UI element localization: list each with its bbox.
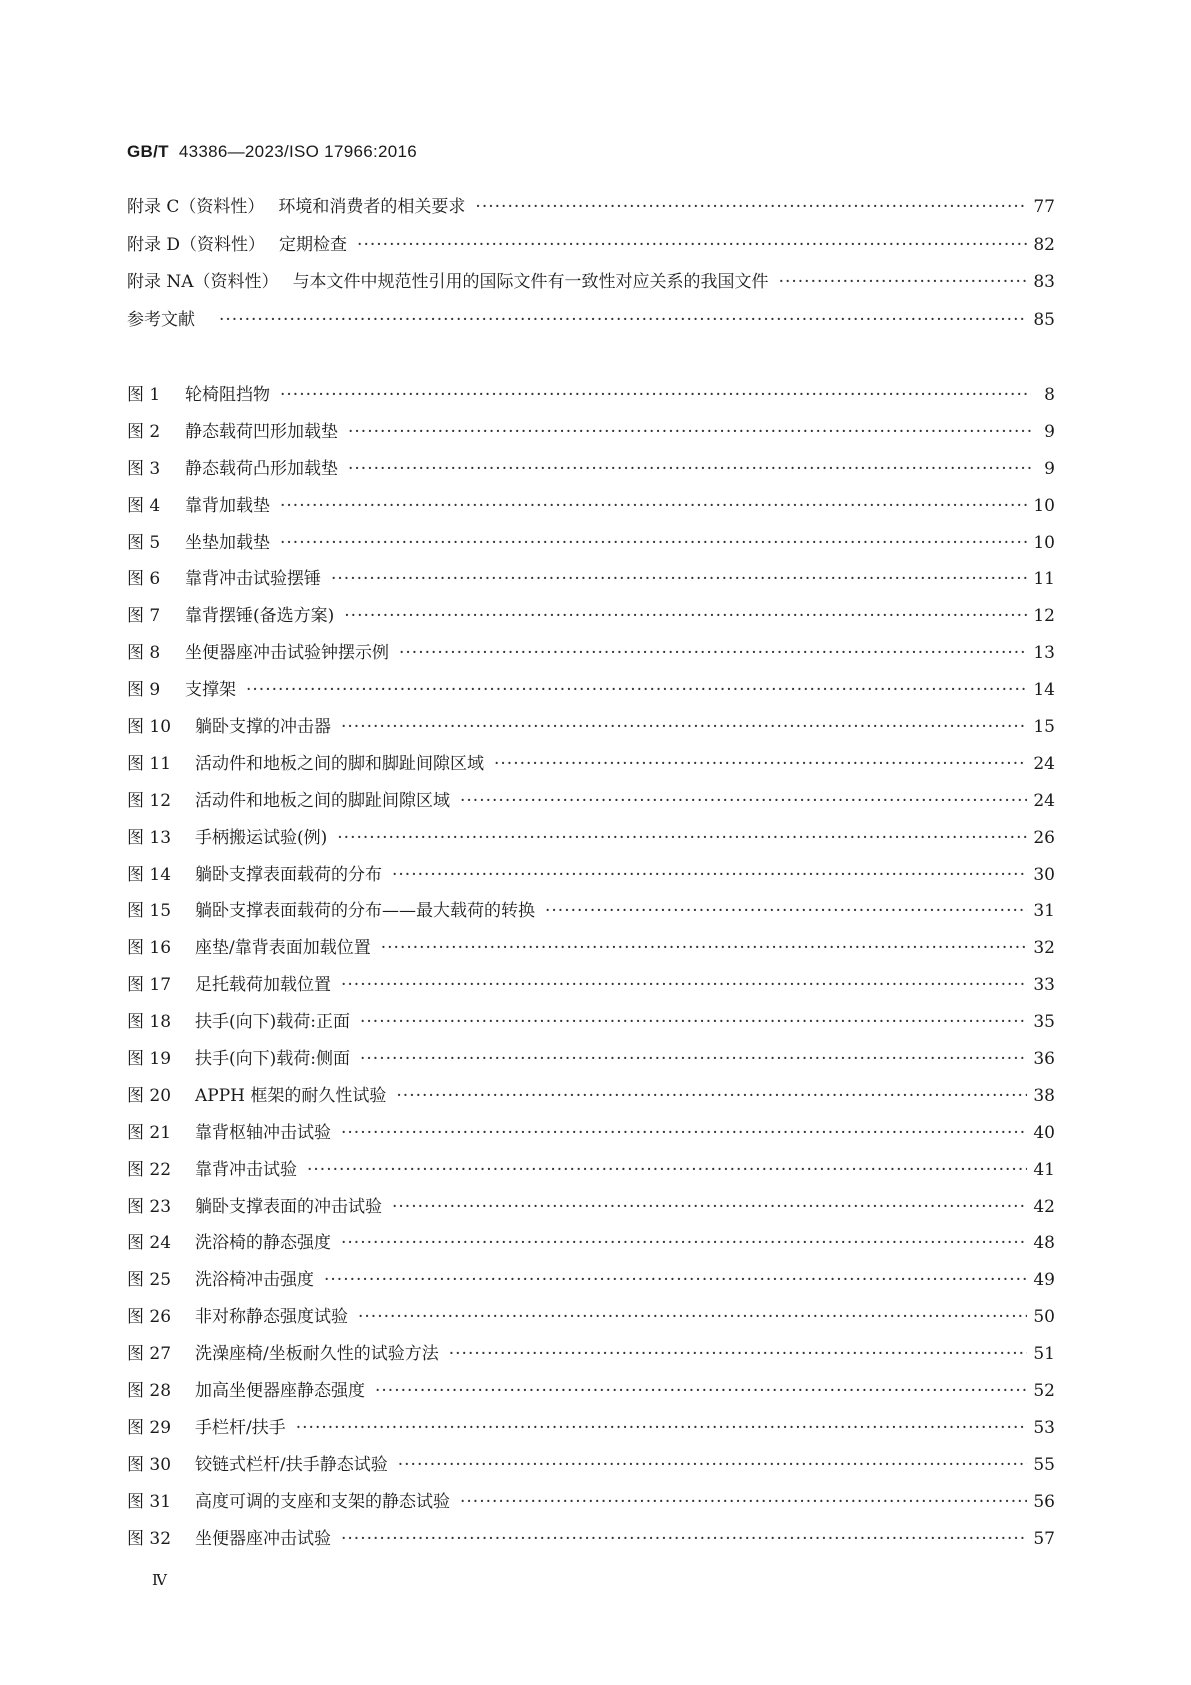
figure-title: 铰链式栏杆/扶手静态试验 xyxy=(195,1454,388,1475)
figure-page: 57 xyxy=(1033,1528,1055,1549)
leader-dots xyxy=(358,1307,1027,1327)
leader-dots xyxy=(341,1123,1027,1143)
figure-page: 35 xyxy=(1033,1012,1055,1033)
figure-entry[interactable] xyxy=(127,564,1055,601)
figure-title: 洗浴椅的静态强度 xyxy=(195,1233,331,1254)
figure-label: 图 10 xyxy=(127,717,172,738)
leader-dots xyxy=(360,1012,1027,1032)
leader-dots xyxy=(280,533,1027,553)
entry-page: 77 xyxy=(1033,197,1055,217)
figure-title: 坐垫加载垫 xyxy=(185,532,270,553)
figure-entry[interactable] xyxy=(127,1228,1055,1265)
figure-page: 12 xyxy=(1033,606,1055,627)
leader-dots xyxy=(348,459,1031,479)
figure-entry[interactable] xyxy=(127,528,1055,565)
figure-entry[interactable] xyxy=(127,601,1055,638)
figure-page: 53 xyxy=(1033,1417,1055,1438)
figure-page: 31 xyxy=(1033,901,1055,922)
figure-title: APPH 框架的耐久性试验 xyxy=(195,1085,387,1106)
figure-title: 躺卧支撑表面的冲击试验 xyxy=(195,1196,382,1217)
figure-entry[interactable] xyxy=(127,1524,1055,1561)
figure-label: 图 22 xyxy=(127,1159,172,1180)
figure-title: 靠背冲击试验摆锤 xyxy=(185,569,321,590)
figure-title: 靠背枢轴冲击试验 xyxy=(195,1122,331,1143)
figure-label: 图 29 xyxy=(127,1417,172,1438)
entry-label: 附录 C（资料性） xyxy=(127,197,265,217)
figure-entry[interactable] xyxy=(127,1044,1055,1081)
figure-page: 13 xyxy=(1033,643,1055,664)
leader-dots xyxy=(475,197,1027,217)
figure-page: 10 xyxy=(1033,532,1055,553)
standard-number: 43386—2023/ISO 17966:2016 xyxy=(178,142,417,161)
leader-dots xyxy=(296,1418,1028,1438)
entry-title: 环境和消费者的相关要求 xyxy=(278,197,466,217)
figure-label: 图 14 xyxy=(127,864,172,885)
figure-page: 26 xyxy=(1033,827,1055,848)
figure-label: 图 28 xyxy=(127,1381,172,1402)
figure-title: 非对称静态强度试验 xyxy=(195,1307,348,1328)
figure-label: 图 18 xyxy=(127,1012,172,1033)
figure-label: 图 7 xyxy=(127,606,161,627)
figure-entry[interactable] xyxy=(127,1376,1055,1413)
figure-entry[interactable] xyxy=(127,933,1055,970)
figure-page: 51 xyxy=(1033,1344,1055,1365)
leader-dots xyxy=(341,717,1027,737)
figure-page: 33 xyxy=(1033,975,1055,996)
figure-entry[interactable] xyxy=(127,1192,1055,1229)
figure-entry[interactable] xyxy=(127,749,1055,786)
figure-entry[interactable] xyxy=(127,1007,1055,1044)
figure-title: 静态载荷凸形加载垫 xyxy=(185,458,338,479)
figure-label: 图 26 xyxy=(127,1307,172,1328)
leader-dots xyxy=(779,272,1028,292)
figure-label: 图 23 xyxy=(127,1196,172,1217)
leader-dots xyxy=(494,754,1027,774)
figure-page: 24 xyxy=(1033,753,1055,774)
leader-dots xyxy=(341,1529,1027,1549)
figure-entry[interactable] xyxy=(127,675,1055,712)
leader-dots xyxy=(344,606,1027,626)
figure-label: 图 8 xyxy=(127,643,161,664)
figure-entry[interactable] xyxy=(127,1265,1055,1302)
figure-title: 躺卧支撑表面载荷的分布 xyxy=(195,864,382,885)
figure-label: 图 13 xyxy=(127,827,172,848)
figure-title: 轮椅阻挡物 xyxy=(185,385,270,405)
figure-entry[interactable] xyxy=(127,1487,1055,1524)
entry-page: 83 xyxy=(1033,272,1055,292)
figure-entry[interactable] xyxy=(127,1081,1055,1118)
figure-label: 图 1 xyxy=(127,385,161,405)
figure-title: 座垫/靠背表面加载位置 xyxy=(195,938,371,959)
figure-page: 32 xyxy=(1033,938,1055,959)
figure-entry[interactable] xyxy=(127,712,1055,749)
figure-title: 足托载荷加载位置 xyxy=(195,975,331,996)
figure-label: 图 30 xyxy=(127,1454,172,1475)
figure-page: 36 xyxy=(1033,1049,1055,1070)
figure-page: 11 xyxy=(1033,569,1055,590)
figure-entry[interactable] xyxy=(127,638,1055,675)
figure-title: 洗澡座椅/坐板耐久性的试验方法 xyxy=(195,1344,439,1365)
entry-label: 附录 NA（资料性） xyxy=(127,272,279,292)
figure-title: 坐便器座冲击试验钟摆示例 xyxy=(185,643,389,664)
leader-dots xyxy=(280,496,1027,516)
leader-dots xyxy=(331,569,1027,589)
figure-page: 50 xyxy=(1033,1307,1055,1328)
figure-entry[interactable] xyxy=(127,1339,1055,1376)
figure-label: 图 21 xyxy=(127,1122,172,1143)
document-header xyxy=(127,142,417,162)
leader-dots xyxy=(392,1197,1027,1217)
figure-label: 图 2 xyxy=(127,421,161,442)
figure-label: 图 25 xyxy=(127,1270,172,1291)
figure-title: 靠背冲击试验 xyxy=(195,1159,297,1180)
entry-page: 85 xyxy=(1033,309,1055,330)
toc-entry[interactable] xyxy=(127,267,1055,305)
figure-title: 扶手(向下)载荷:侧面 xyxy=(195,1049,350,1070)
figure-title: 支撑架 xyxy=(185,680,236,701)
figure-title: 手栏杆/扶手 xyxy=(195,1417,286,1438)
leader-dots xyxy=(449,1344,1028,1364)
figure-entry[interactable] xyxy=(127,896,1055,933)
figure-page: 9 xyxy=(1044,458,1055,479)
figure-label: 图 15 xyxy=(127,901,172,922)
toc-figure-list xyxy=(127,380,1055,1561)
leader-dots xyxy=(399,643,1027,663)
figure-label: 图 5 xyxy=(127,532,161,553)
figure-page: 30 xyxy=(1033,864,1055,885)
figure-label: 图 6 xyxy=(127,569,161,590)
figure-title: 高度可调的支座和支架的静态试验 xyxy=(195,1491,450,1512)
figure-label: 图 31 xyxy=(127,1491,172,1512)
leader-dots xyxy=(307,1160,1027,1180)
figure-entry[interactable] xyxy=(127,1155,1055,1192)
figure-page: 40 xyxy=(1033,1122,1055,1143)
figure-entry[interactable] xyxy=(127,1118,1055,1155)
figure-title: 靠背摆锤(备选方案) xyxy=(185,606,335,627)
leader-dots xyxy=(360,1049,1027,1069)
figure-label: 图 32 xyxy=(127,1528,172,1549)
leader-dots xyxy=(460,1492,1027,1512)
figure-page: 56 xyxy=(1033,1491,1055,1512)
entry-title: 与本文件中规范性引用的国际文件有一致性对应关系的我国文件 xyxy=(292,272,769,292)
toc-annex-list xyxy=(127,192,1055,342)
figure-page: 49 xyxy=(1033,1270,1055,1291)
figure-entry[interactable] xyxy=(127,1302,1055,1339)
figure-title: 扶手(向下)载荷:正面 xyxy=(195,1012,350,1033)
leader-dots xyxy=(341,1233,1027,1253)
leader-dots xyxy=(381,938,1028,958)
figure-label: 图 19 xyxy=(127,1049,172,1070)
figure-title: 活动件和地板之间的脚趾间隙区域 xyxy=(195,790,450,811)
figure-page: 10 xyxy=(1033,495,1055,516)
figure-entry[interactable] xyxy=(127,823,1055,860)
figure-label: 图 12 xyxy=(127,790,172,811)
figure-label: 图 16 xyxy=(127,938,172,959)
figure-page: 14 xyxy=(1033,680,1055,701)
figure-label: 图 24 xyxy=(127,1233,172,1254)
figure-page: 38 xyxy=(1033,1085,1055,1106)
leader-dots xyxy=(396,1086,1027,1106)
figure-title: 靠背加载垫 xyxy=(185,495,270,516)
figure-entry[interactable] xyxy=(127,491,1055,528)
figure-label: 图 27 xyxy=(127,1344,172,1365)
leader-dots xyxy=(280,385,1031,405)
figure-title: 躺卧支撑表面载荷的分布——最大载荷的转换 xyxy=(195,901,535,922)
figure-page: 41 xyxy=(1033,1159,1055,1180)
leader-dots xyxy=(375,1381,1027,1401)
figure-page: 52 xyxy=(1033,1381,1055,1402)
leader-dots xyxy=(246,680,1027,700)
entry-title: 定期检查 xyxy=(279,234,348,255)
figure-label: 图 3 xyxy=(127,458,161,479)
figure-label: 图 20 xyxy=(127,1085,172,1106)
figure-entry[interactable] xyxy=(127,417,1055,454)
leader-dots xyxy=(545,901,1027,921)
leader-dots xyxy=(219,310,1027,330)
figure-label: 图 11 xyxy=(127,753,172,774)
entry-page: 82 xyxy=(1033,234,1055,255)
figure-title: 洗浴椅冲击强度 xyxy=(195,1270,314,1291)
leader-dots xyxy=(337,828,1027,848)
figure-page: 8 xyxy=(1044,385,1055,405)
figure-entry[interactable] xyxy=(127,380,1055,417)
figure-title: 坐便器座冲击试验 xyxy=(195,1528,331,1549)
standard-code: GB/T xyxy=(127,142,169,161)
figure-title: 静态载荷凹形加载垫 xyxy=(185,421,338,442)
figure-title: 加高坐便器座静态强度 xyxy=(195,1381,365,1402)
figure-page: 9 xyxy=(1044,421,1055,442)
entry-label: 附录 D（资料性） xyxy=(127,234,266,255)
leader-dots xyxy=(324,1270,1027,1290)
figure-page: 55 xyxy=(1033,1454,1055,1475)
figure-label: 图 9 xyxy=(127,680,161,701)
figure-entry[interactable] xyxy=(127,1413,1055,1450)
leader-dots xyxy=(460,791,1027,811)
figure-page: 42 xyxy=(1033,1196,1055,1217)
leader-dots xyxy=(348,422,1031,442)
toc-entry[interactable] xyxy=(127,230,1055,268)
figure-entry[interactable] xyxy=(127,970,1055,1007)
figure-label: 图 17 xyxy=(127,975,172,996)
figure-title: 活动件和地板之间的脚和脚趾间隙区域 xyxy=(195,753,484,774)
figure-entry[interactable] xyxy=(127,860,1055,897)
figure-title: 躺卧支撑的冲击器 xyxy=(195,717,331,738)
figure-page: 15 xyxy=(1033,717,1055,738)
figure-entry[interactable] xyxy=(127,786,1055,823)
figure-entry[interactable] xyxy=(127,454,1055,491)
figure-label: 图 4 xyxy=(127,495,161,516)
leader-dots xyxy=(398,1455,1028,1475)
figure-title: 手柄搬运试验(例) xyxy=(195,827,328,848)
leader-dots xyxy=(341,975,1027,995)
leader-dots xyxy=(392,865,1027,885)
figure-page: 24 xyxy=(1033,790,1055,811)
toc-entry[interactable] xyxy=(127,192,1055,230)
figure-entry[interactable] xyxy=(127,1450,1055,1487)
page-number: Ⅳ xyxy=(152,1571,167,1589)
leader-dots xyxy=(357,235,1027,255)
figure-page: 48 xyxy=(1033,1233,1055,1254)
toc-entry[interactable] xyxy=(127,305,1055,343)
entry-label: 参考文献 xyxy=(127,309,195,330)
